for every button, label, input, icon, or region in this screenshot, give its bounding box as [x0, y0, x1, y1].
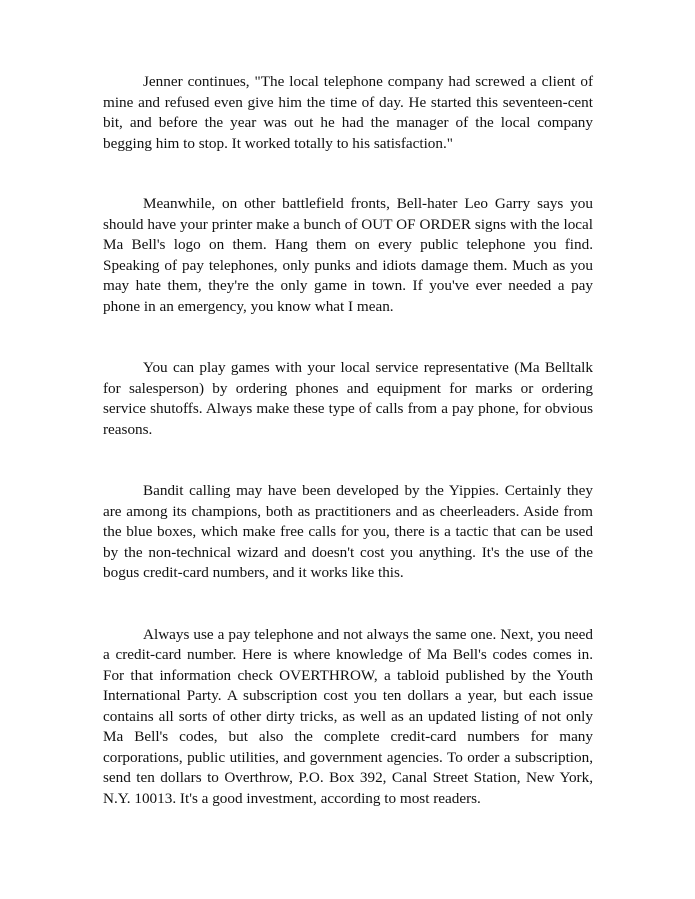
- paragraph-jenner: Jenner continues, "The local telephone company had screwed a client of mine and refused even give him the time of day. He started this seventeen-cent bit, and before the year was out he had the manager of the local company begging him to stop. It worked totally to his satisfaction.": [103, 73, 593, 152]
- paragraph-service-representative: You can play games with your local service representative (Ma Belltalk for salesperson) by ordering phones and equipment for marks or ordering service shutoffs. Always make these type of calls from a pay phone, for obvious reasons.: [103, 359, 593, 438]
- document-page: [103, 72, 593, 809]
- paragraph-leo-garry: Meanwhile, on other battlefield fronts, Bell-hater Leo Garry says you should have your printer make a bunch of OUT OF ORDER signs with the local Ma Bell's logo on them. Hang them on every public telephone you find. Speaking of pay telephones, only punks and idiots damage them. Much as you may hate them, they're the only game in town. If you've ever needed a pay phone in an emergency, you know what I mean.: [103, 195, 593, 315]
- paragraph-pay-telephone: Always use a pay telephone and not always the same one. Next, you need a credit-card number. Here is where knowledge of Ma Bell's codes comes in. For that information check OVERTHROW, a tabloid published by the Youth International Party. A subscription cost you ten dollars a year, but each issue contains all sorts of other dirty tricks, as well as an updated listing of not only Ma Bell's codes, but also the complete credit-card numbers for many corporations, public utilities, and government agencies. To order a subscription, send ten dollars to Overthrow, P.O. Box 392, Canal Street Station, New York, N.Y. 10013. It's a good investment, according to most readers.: [103, 625, 593, 807]
- paragraph-bandit-calling: Bandit calling may have been developed by the Yippies. Certainly they are among its champions, both as practitioners and as cheerleaders. Aside from the blue boxes, which make free calls for you, there is a tactic that can be used by the non-technical wizard and doesn't cost you anything. It's the use of the bogus credit-card numbers, and it works like this.: [103, 482, 593, 581]
